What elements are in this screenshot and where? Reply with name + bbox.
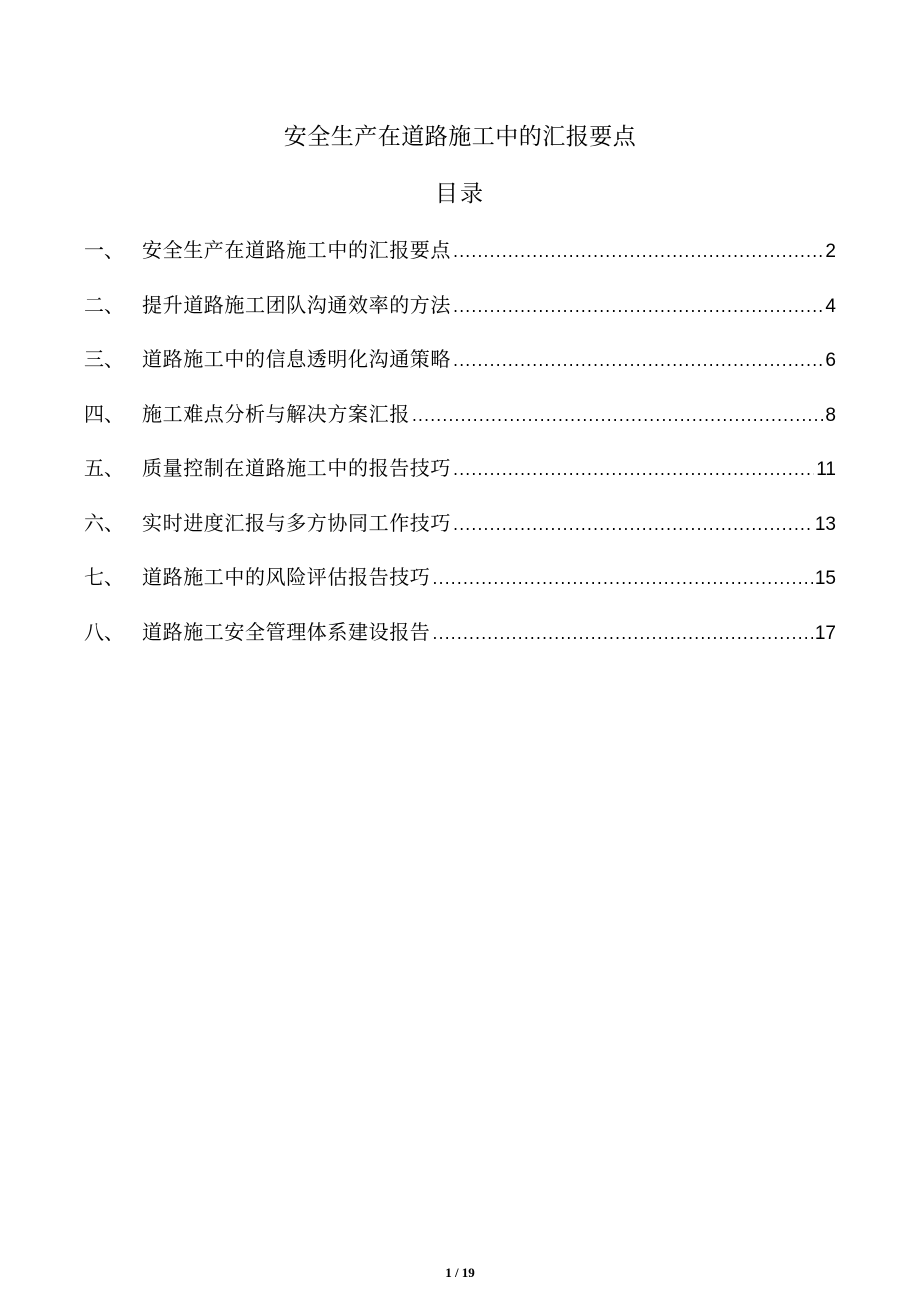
toc-entry[interactable]: [84, 232, 836, 287]
toc-entry-title: 质量控制在道路施工中的报告技巧: [142, 456, 451, 480]
toc-entry-number: 八、: [84, 619, 124, 644]
toc-entry-number: 七、: [84, 565, 124, 589]
toc-entry[interactable]: [84, 505, 836, 560]
toc-entry-number: 二、: [84, 292, 124, 317]
toc-dot-leader: [432, 616, 812, 652]
toc-entry-page: 13: [814, 513, 836, 535]
toc-entry[interactable]: [84, 287, 836, 342]
toc-dot-leader: [453, 234, 823, 270]
toc-entry-title: 道路施工安全管理体系建设报告: [142, 619, 431, 644]
toc-entry-title: 道路施工中的信息透明化沟通策略: [142, 347, 451, 371]
toc-entry-title: 安全生产在道路施工中的汇报要点: [142, 238, 451, 262]
toc-entry-page: 11: [816, 459, 836, 480]
toc-entry-page: 8: [825, 404, 836, 426]
toc-entry-page: 17: [814, 622, 836, 644]
toc-entry-title: 提升道路施工团队沟通效率的方法: [142, 292, 451, 317]
table-of-contents: [84, 232, 836, 668]
toc-entry[interactable]: [84, 341, 836, 396]
toc-entry-title: 实时进度汇报与多方协同工作技巧: [142, 510, 451, 535]
toc-dot-leader: [432, 561, 812, 597]
toc-entry[interactable]: [84, 559, 836, 614]
toc-entry[interactable]: [84, 396, 836, 451]
toc-entry-page: 4: [825, 295, 836, 317]
toc-dot-leader: [453, 507, 813, 543]
toc-entry-number: 一、: [84, 238, 124, 262]
toc-entry-number: 四、: [84, 401, 124, 426]
toc-entry-number: 六、: [84, 510, 124, 535]
toc-entry-number: 五、: [84, 456, 124, 480]
toc-dot-leader: [453, 452, 814, 488]
toc-dot-leader: [453, 289, 823, 325]
toc-entry[interactable]: [84, 450, 836, 505]
toc-entry-number: 三、: [84, 347, 124, 371]
toc-dot-leader: [412, 398, 824, 434]
toc-entry-page: 2: [825, 241, 836, 262]
toc-entry-page: 15: [814, 568, 836, 589]
document-title: 安全生产在道路施工中的汇报要点: [283, 124, 637, 150]
toc-dot-leader: [453, 343, 823, 379]
page-number-footer: 1 / 19: [445, 1265, 475, 1280]
toc-entry-page: 6: [825, 350, 836, 371]
toc-entry-title: 道路施工中的风险评估报告技巧: [142, 565, 431, 589]
toc-entry-title: 施工难点分析与解决方案汇报: [142, 401, 410, 426]
toc-heading: 目录: [435, 181, 485, 207]
toc-entry[interactable]: [84, 614, 836, 669]
